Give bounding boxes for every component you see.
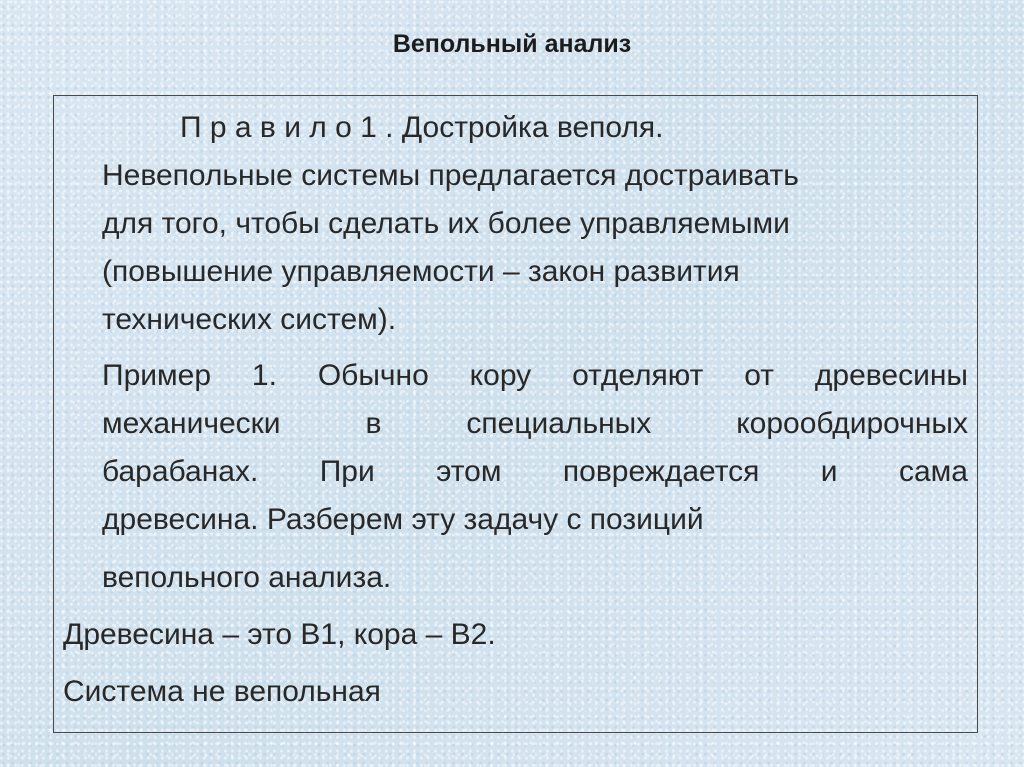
rule-line-1: Невепольные системы предлагается достраивать: [102, 159, 799, 192]
example-word: корообдирочных: [736, 407, 968, 440]
example-line-4: древесина. Разберем эту задачу с позиций: [102, 503, 704, 536]
example-word: отделяют: [572, 359, 704, 392]
example-word: механически: [102, 407, 281, 440]
example-line-1: [102, 358, 968, 394]
rule-heading: П р а в и л о 1 . Достройка веполя.: [180, 111, 664, 144]
statement-substances: Древесина – это В1, кора – В2.: [63, 618, 496, 651]
example-word: барабанах.: [102, 455, 259, 488]
example-word: Пример: [102, 359, 211, 392]
example-word: При: [319, 455, 375, 488]
example-word: 1.: [251, 359, 277, 392]
example-word: в: [365, 407, 382, 440]
example-word: Обычно: [317, 359, 429, 392]
rule-line-4: технических систем).: [102, 303, 397, 336]
example-line-3: [102, 454, 968, 490]
example-line-5: вепольного анализа.: [102, 561, 392, 594]
slide-title: Вепольный анализ: [392, 30, 632, 58]
example-word: древесины: [814, 359, 968, 392]
statement-system: Система не вепольная: [63, 675, 381, 708]
example-word: от: [744, 359, 775, 392]
example-word: специальных: [466, 407, 652, 440]
example-word: этом: [436, 455, 502, 488]
rule-line-2: для того, чтобы сделать их более управляемыми: [102, 207, 790, 240]
example-word: повреждается: [562, 455, 760, 488]
example-line-2: [102, 406, 968, 442]
example-word: сама: [898, 455, 968, 488]
rule-line-3: (повышение управляемости – закон развития: [102, 255, 740, 288]
example-word: кору: [469, 359, 532, 392]
example-word: и: [820, 455, 838, 488]
